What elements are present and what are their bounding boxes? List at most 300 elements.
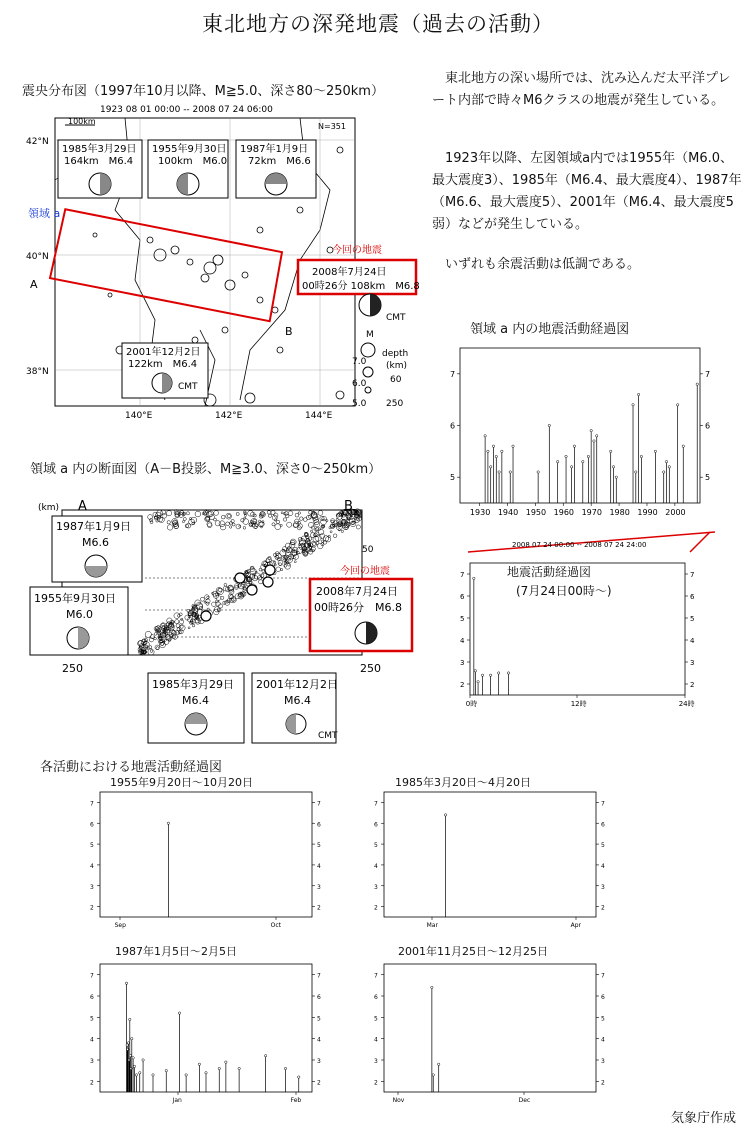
section-quake <box>356 525 360 529</box>
section-point-a: A <box>78 499 87 514</box>
section-quake <box>298 512 300 514</box>
event-point <box>142 1059 144 1061</box>
y-tick-label: 6 <box>90 821 94 829</box>
y-tick-label: 2 <box>601 1079 605 1087</box>
lat-label-40: 40°N <box>26 252 49 262</box>
section-quake <box>285 543 291 549</box>
section-quake <box>310 530 312 532</box>
svg-text:72km M6.6: 72km M6.6 <box>248 156 311 167</box>
section-box-1955 <box>30 587 128 655</box>
x-tick-label: 1930 <box>469 508 491 517</box>
y-tick-label: 7 <box>601 972 605 980</box>
section-quake <box>204 601 206 603</box>
event-point <box>484 435 486 437</box>
event-point <box>132 1057 134 1059</box>
section-quake <box>183 517 186 520</box>
section-quake <box>166 511 171 516</box>
section-current-label: 今回の地震 <box>340 566 390 577</box>
section-quake <box>179 613 182 616</box>
event-point <box>668 466 670 468</box>
section-quake <box>276 520 280 524</box>
event-point <box>481 674 483 676</box>
y-tick-label: 2 <box>374 1079 378 1087</box>
map-current-label: 今回の地震 <box>332 245 382 256</box>
event-point <box>238 1067 240 1069</box>
mech-box-1987 <box>236 140 316 198</box>
section-quake <box>268 514 271 517</box>
svg-text:1955年9月30日: 1955年9月30日 <box>152 144 227 155</box>
svg-text:1985年3月29日: 1985年3月29日 <box>62 144 137 155</box>
y-tick-label: 4 <box>690 637 695 645</box>
chart-2001 <box>372 958 612 1108</box>
y-tick-label: 3 <box>460 659 465 667</box>
event-point <box>444 814 446 816</box>
footer-credit: 気象庁作成 <box>670 1111 736 1126</box>
event-point <box>548 424 550 426</box>
event-point <box>474 670 476 672</box>
y-tick-label: 3 <box>601 883 605 891</box>
svg-text:2008 07 24 00:00 -- 2008 07 24: 2008 07 24 00:00 -- 2008 07 24 24:00 <box>512 541 647 549</box>
svg-text:M6.4: M6.4 <box>284 694 311 707</box>
svg-text:1987年1月9日: 1987年1月9日 <box>56 520 131 533</box>
y-tick-label: 6 <box>450 421 456 431</box>
x-tick-label: 1990 <box>637 508 658 517</box>
section-quake <box>186 512 189 515</box>
svg-text:(km): (km) <box>38 503 60 513</box>
section-quake <box>294 561 296 563</box>
section-quake <box>172 631 176 635</box>
section-quake <box>231 519 234 522</box>
event-point <box>615 476 617 478</box>
event-point <box>438 1063 440 1065</box>
section-quake <box>287 522 292 527</box>
plot-frame <box>384 964 596 1092</box>
event-point <box>609 450 611 452</box>
section-quake <box>227 514 230 517</box>
map-cmt: CMT <box>386 313 406 323</box>
x-tick-label: 0時 <box>465 700 478 708</box>
event-point <box>637 393 639 395</box>
section-quake <box>174 613 180 619</box>
section-quake <box>226 522 230 526</box>
section-quake <box>229 526 231 528</box>
event-point <box>640 455 642 457</box>
section-quake <box>167 525 172 530</box>
section-quake <box>185 524 188 527</box>
event-point <box>498 471 500 473</box>
map-current-line2: 00時26分 108km M6.8 <box>302 281 420 292</box>
event-point <box>495 455 497 457</box>
section-quake <box>206 602 209 605</box>
chart-1955-title: 1955年9月20日～10月20日 <box>110 776 253 789</box>
zoom-chart-subtitle: (7月24日00時～) <box>516 584 612 598</box>
y-tick-label: 5 <box>460 615 465 623</box>
event-point <box>492 445 494 447</box>
section-quake <box>262 570 265 573</box>
section-quake <box>281 512 283 514</box>
section-quake <box>156 647 159 650</box>
chart-1985 <box>372 788 612 933</box>
svg-text:1955年9月30日: 1955年9月30日 <box>34 592 116 605</box>
section-quake <box>308 522 313 527</box>
y-tick-label: 7 <box>90 972 94 980</box>
event-point <box>477 681 479 683</box>
section-quake <box>221 515 225 519</box>
y-tick-label: 2 <box>460 681 465 689</box>
section-quake <box>283 518 286 521</box>
section-box-1985 <box>148 673 244 743</box>
event-point <box>665 460 667 462</box>
section-quake <box>154 637 157 640</box>
section-quake <box>154 633 157 636</box>
y-tick-label: 3 <box>601 1058 605 1065</box>
y-tick-label: 3 <box>90 1058 94 1065</box>
section-quake <box>145 631 151 637</box>
section-quake <box>313 536 319 542</box>
section-quake <box>303 518 307 522</box>
y-tick-label: 2 <box>317 904 321 912</box>
section-quake <box>248 510 254 516</box>
event-point <box>489 674 491 676</box>
event-point <box>501 450 503 452</box>
event-point <box>152 1074 154 1076</box>
y-tick-label: 7 <box>460 571 465 579</box>
svg-text:60: 60 <box>390 375 402 385</box>
section-quake <box>192 624 195 627</box>
section-quake <box>243 527 246 530</box>
y-tick-label: 2 <box>690 681 695 689</box>
section-quake <box>241 519 244 522</box>
legend-m: M <box>366 330 374 340</box>
section-quake <box>167 521 170 524</box>
section-quake <box>175 620 179 624</box>
y-tick-label: 6 <box>601 994 605 1001</box>
section-quake <box>271 511 275 515</box>
section-quake <box>149 518 152 521</box>
section-quake <box>224 583 227 586</box>
event-point <box>654 450 656 452</box>
y-tick-label: 5 <box>90 842 94 850</box>
event-point <box>178 1012 180 1014</box>
lon-label-140: 140°E <box>125 411 153 421</box>
event-point <box>590 429 592 431</box>
svg-text:00時26分 M6.8: 00時26分 M6.8 <box>314 601 402 614</box>
event-point <box>537 471 539 473</box>
section-quake <box>174 525 178 529</box>
event-point <box>696 383 698 385</box>
y-tick-label: 4 <box>374 862 378 870</box>
section-quake <box>221 596 224 599</box>
section-quake <box>215 521 220 526</box>
y-tick-label: 3 <box>690 659 695 667</box>
event-point <box>127 1042 129 1044</box>
event-point <box>139 1072 141 1074</box>
svg-text:CMT: CMT <box>318 731 338 741</box>
y-tick-label: 6 <box>90 994 94 1001</box>
x-tick-label: 2000 <box>665 508 686 517</box>
y-tick-label: 6 <box>690 593 695 601</box>
map-point-b: B <box>285 325 293 338</box>
event-point <box>663 471 665 473</box>
x-tick-label: Jan <box>172 1097 182 1104</box>
section-box-2001 <box>252 673 338 743</box>
event-point <box>473 577 475 579</box>
event-point <box>185 1074 187 1076</box>
x-tick-label: Apr <box>570 922 581 929</box>
x-tick-label: Nov <box>392 1097 405 1104</box>
event-point <box>512 445 514 447</box>
x-tick-label: 1960 <box>553 508 575 517</box>
event-point <box>165 1069 167 1071</box>
section-heading: 領域 a 内の断面図（A－B投影、M≧3.0、深さ0～250km） <box>30 462 382 477</box>
legend-depth: depth <box>382 349 409 359</box>
y-tick-label: 7 <box>690 571 695 579</box>
x-tick-label: 24時 <box>678 700 695 708</box>
chart-2001-title: 2001年11月25日～12月25日 <box>398 945 548 958</box>
y-tick-label: 5 <box>90 1015 94 1023</box>
longterm-chart <box>440 340 720 535</box>
x-tick-label: 1940 <box>497 508 519 517</box>
y-tick-label: 5 <box>374 842 378 850</box>
section-quake <box>275 524 281 530</box>
chart-1955 <box>88 788 328 933</box>
description-p3: いずれも余震活動は低調である。 <box>445 257 641 272</box>
chart-1985-title: 1985年3月20日～4月20日 <box>395 776 531 789</box>
y-tick-label: 7 <box>601 800 605 808</box>
mech-box-1985 <box>58 140 142 198</box>
event-point <box>284 1067 286 1069</box>
map-period: 1923 08 01 00:00 -- 2008 07 24 06:00 <box>100 105 273 115</box>
event-point <box>133 1065 135 1067</box>
event-point <box>125 982 127 984</box>
svg-text:2001年12月2日: 2001年12月2日 <box>256 678 338 691</box>
longterm-chart-title: 領域 a 内の地震活動経過図 <box>470 322 630 337</box>
event-point <box>632 404 634 406</box>
event-point <box>570 466 572 468</box>
event-point <box>497 672 499 674</box>
y-tick-label: 6 <box>705 421 711 431</box>
y-tick-label: 3 <box>374 1058 378 1065</box>
y-tick-label: 7 <box>90 800 94 808</box>
svg-text:(km): (km) <box>386 361 408 371</box>
svg-text:6.0: 6.0 <box>352 379 367 389</box>
y-tick-label: 7 <box>317 800 321 808</box>
section-quake <box>182 521 184 523</box>
svg-text:2001年12月2日: 2001年12月2日 <box>126 347 201 358</box>
event-point <box>596 435 598 437</box>
event-point <box>225 1061 227 1063</box>
map-heading: 震央分布図（1997年10月以降、M≧5.0、深さ80～250km） <box>22 84 384 99</box>
lon-label-144: 144°E <box>305 411 333 421</box>
section-quake <box>333 534 337 538</box>
lat-label-38: 38°N <box>26 367 49 377</box>
section-quake <box>284 512 288 516</box>
section-quake <box>214 511 219 516</box>
section-quake <box>150 650 153 653</box>
cross-section <box>0 490 420 750</box>
y-tick-label: 3 <box>90 883 94 891</box>
section-quake <box>272 523 275 526</box>
svg-text:250: 250 <box>360 662 381 675</box>
section-quake <box>232 523 235 526</box>
y-tick-label: 5 <box>317 1015 321 1023</box>
section-quake <box>180 625 183 628</box>
x-tick-label: 12時 <box>570 700 587 708</box>
y-tick-label: 7 <box>705 369 711 379</box>
y-tick-label: 4 <box>317 1036 321 1044</box>
section-quake <box>341 530 343 532</box>
svg-text:7.0: 7.0 <box>352 357 367 367</box>
lon-label-142: 142°E <box>215 411 243 421</box>
y-tick-label: 7 <box>450 369 456 379</box>
svg-text:CMT: CMT <box>178 382 198 392</box>
section-quake <box>249 523 252 526</box>
event-point <box>612 466 614 468</box>
event-point <box>431 986 433 988</box>
y-tick-label: 3 <box>374 883 378 891</box>
y-tick-label: 4 <box>317 862 321 870</box>
description-p1: 東北地方の深い場所では、沈み込んだ太平洋プレート内部で時々M6クラスの地震が発生している。 <box>432 71 731 108</box>
section-quake <box>236 524 241 529</box>
section-quake <box>290 539 296 545</box>
description-p2: 1923年以降、左図領域a内では1955年（M6.0、最大震度3）、1985年（M6.4、最大震度4）、1987年（M6.6、最大震度5）、2001年（M6.4、最大震度5弱）などが発生している。 <box>432 151 742 232</box>
section-quake <box>195 511 201 517</box>
chart-1987 <box>88 958 328 1108</box>
event-point <box>676 404 678 406</box>
y-tick-label: 4 <box>90 1036 94 1044</box>
y-tick-label: 5 <box>374 1015 378 1023</box>
y-tick-label: 5 <box>705 473 711 483</box>
y-tick-label: 2 <box>317 1079 321 1087</box>
plot-frame <box>100 792 312 917</box>
section-quake <box>217 588 223 594</box>
section-quake <box>259 580 263 584</box>
section-quake <box>207 596 209 598</box>
y-tick-label: 6 <box>374 994 378 1001</box>
y-tick-label: 7 <box>317 972 321 980</box>
event-point <box>131 1037 133 1039</box>
x-tick-label: Oct <box>270 922 281 929</box>
y-tick-label: 4 <box>601 862 605 870</box>
section-box-1987 <box>52 516 142 582</box>
event-point <box>565 455 567 457</box>
y-tick-label: 6 <box>460 593 465 601</box>
section-quake <box>212 602 216 606</box>
event-point <box>264 1055 266 1057</box>
y-tick-label: 7 <box>374 972 378 980</box>
x-tick-label: Dec <box>518 1097 531 1104</box>
svg-text:164km M6.4: 164km M6.4 <box>64 156 134 167</box>
event-point <box>593 440 595 442</box>
y-tick-label: 4 <box>460 637 465 645</box>
map-count: N=351 <box>318 122 346 131</box>
event-point <box>507 672 509 674</box>
zoom-chart-title: 地震活動経過図 <box>507 565 592 579</box>
svg-text:M6.6: M6.6 <box>82 536 109 549</box>
x-tick-label: 1980 <box>609 508 630 517</box>
y-tick-label: 5 <box>601 842 605 850</box>
svg-text:M6.0: M6.0 <box>66 608 93 621</box>
section-quake <box>220 524 226 530</box>
y-tick-label: 4 <box>90 862 94 870</box>
event-point <box>298 1076 300 1078</box>
y-tick-label: 4 <box>374 1036 378 1044</box>
event-point <box>135 1074 137 1076</box>
x-tick-label: Sep <box>114 922 126 929</box>
section-quake <box>318 510 323 515</box>
section-quake <box>300 517 304 521</box>
y-tick-label: 5 <box>450 473 456 483</box>
y-tick-label: 6 <box>601 821 605 829</box>
event-point <box>129 1055 131 1057</box>
section-quake <box>223 601 226 604</box>
map-scale: 100km <box>68 117 96 126</box>
y-tick-label: 5 <box>690 615 695 623</box>
region-a-box <box>48 208 284 321</box>
y-tick-label: 6 <box>374 821 378 829</box>
section-quake <box>288 511 293 516</box>
x-tick-label: Mar <box>426 922 438 929</box>
event-point <box>432 1074 434 1076</box>
svg-text:1985年3月29日: 1985年3月29日 <box>152 678 234 691</box>
event-point <box>205 1072 207 1074</box>
y-tick-label: 3 <box>317 1058 321 1065</box>
section-quake <box>267 511 271 515</box>
section-quake <box>338 529 340 531</box>
x-tick-label: Feb <box>290 1097 302 1104</box>
x-tick-label: 1970 <box>581 508 602 517</box>
event-point <box>198 1063 200 1065</box>
map-point-a: A <box>30 278 38 291</box>
section-quake <box>276 567 281 572</box>
epicenter-map <box>0 100 420 430</box>
y-tick-label: 2 <box>601 904 605 912</box>
event-point <box>587 455 589 457</box>
mech-box-1955 <box>148 140 228 198</box>
y-tick-label: 7 <box>374 800 378 808</box>
event-point <box>489 466 491 468</box>
section-quake <box>317 543 323 549</box>
svg-text:50: 50 <box>362 545 374 555</box>
mech-box-2001 <box>122 343 208 398</box>
y-tick-label: 5 <box>317 842 321 850</box>
region-a-label: 領域 a <box>28 207 61 220</box>
section-point-b: B <box>344 499 353 514</box>
event-point <box>509 471 511 473</box>
svg-text:122km M6.4: 122km M6.4 <box>128 359 198 370</box>
section-quake <box>200 597 204 601</box>
event-point <box>129 1018 131 1020</box>
plot-frame <box>384 792 596 917</box>
svg-text:100km M6.0: 100km M6.0 <box>158 156 228 167</box>
y-tick-label: 2 <box>90 1079 94 1087</box>
lat-label-42: 42°N <box>26 137 49 147</box>
y-tick-label: 2 <box>374 904 378 912</box>
event-point <box>487 450 489 452</box>
event-point <box>218 1067 220 1069</box>
event-point <box>556 460 558 462</box>
section-quake <box>188 627 190 629</box>
event-point <box>167 822 169 824</box>
svg-text:5.0: 5.0 <box>352 399 367 409</box>
section-quake <box>177 628 180 631</box>
event-point <box>573 445 575 447</box>
y-tick-label: 3 <box>317 883 321 891</box>
y-tick-label: 4 <box>601 1036 605 1044</box>
y-tick-label: 6 <box>317 821 321 829</box>
svg-text:250: 250 <box>386 399 404 409</box>
svg-text:M6.4: M6.4 <box>182 694 209 707</box>
